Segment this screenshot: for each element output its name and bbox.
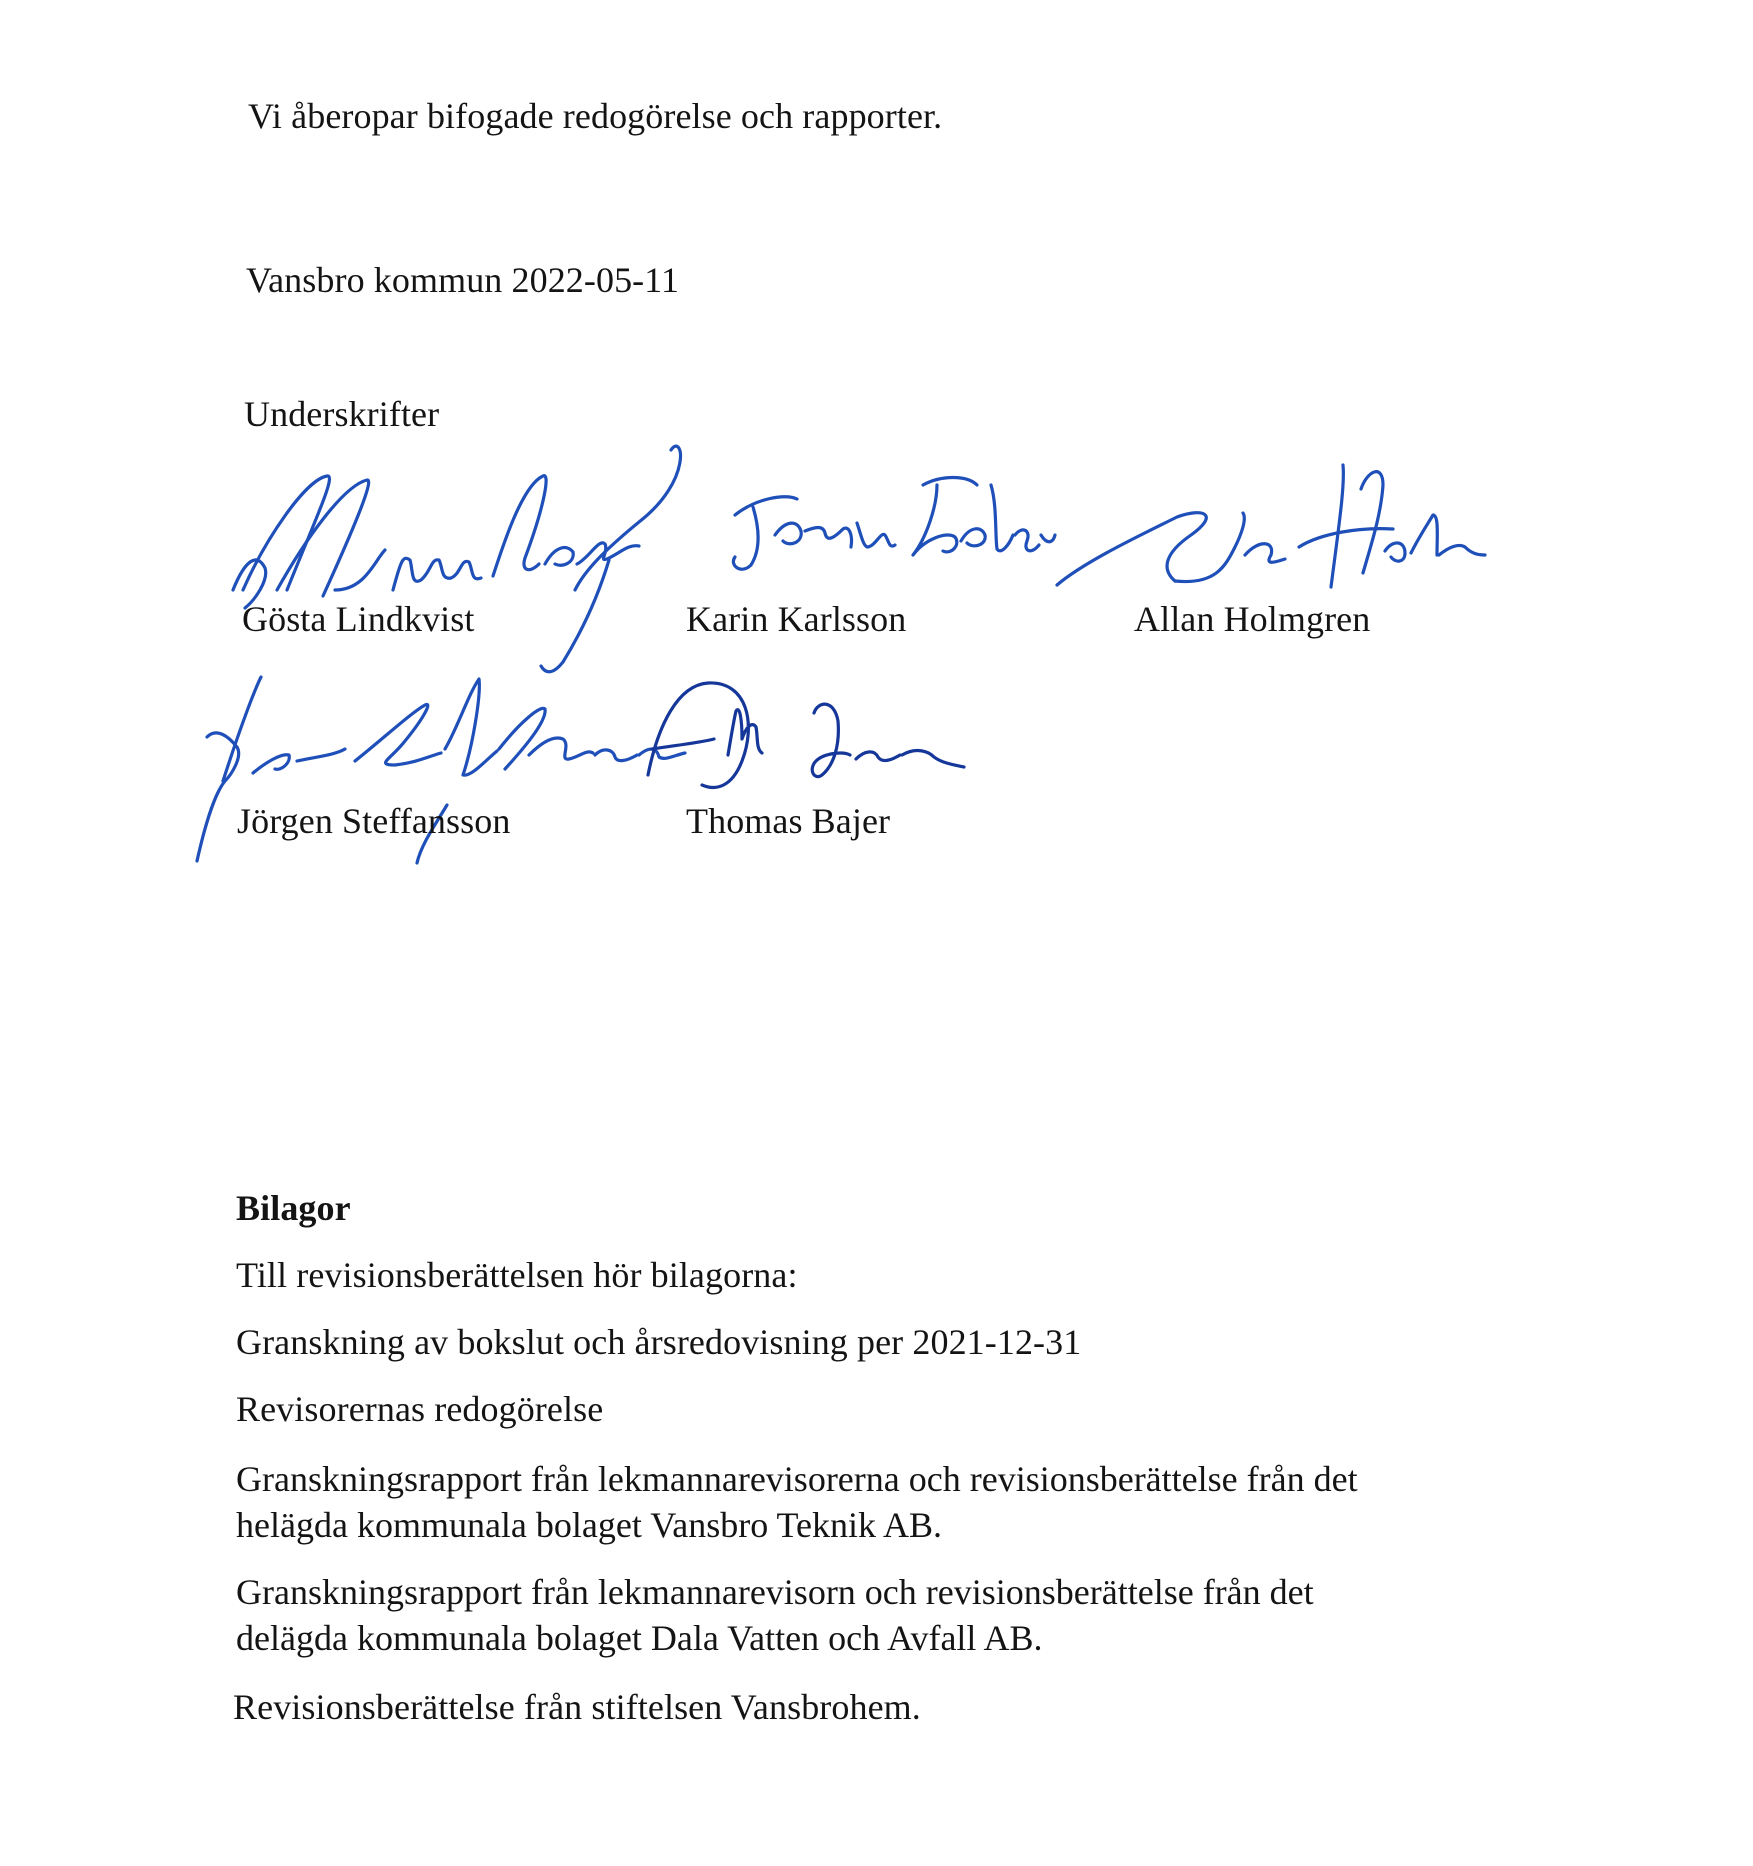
attachments-heading: Bilagor — [236, 1188, 351, 1228]
attachment-item — [236, 1569, 1314, 1661]
signatory-name: Thomas Bajer — [686, 801, 891, 841]
signatory-name: Gösta Lindkvist — [242, 599, 475, 639]
signature-thomas-bajer — [638, 665, 968, 815]
attachment-item-line: Granskningsrapport från lekmannarevisorerna och revisionsberättelse från det — [236, 1459, 1358, 1499]
attachment-item — [236, 1456, 1358, 1548]
signatory-name: Allan Holmgren — [1134, 599, 1371, 639]
place-date: Vansbro kommun 2022-05-11 — [246, 260, 680, 300]
attachment-item-line: Granskningsrapport från lekmannarevisorn och revisionsberättelse från det — [236, 1572, 1314, 1612]
attachment-item: Revisorernas redogörelse — [236, 1389, 604, 1429]
signatory-name: Jörgen Steffansson — [237, 801, 511, 841]
attachments-intro: Till revisionsberättelsen hör bilagorna: — [236, 1255, 798, 1295]
attachment-item: Granskning av bokslut och årsredovisning per 2021-12-31 — [236, 1322, 1082, 1362]
intro-text: Vi åberopar bifogade redogörelse och rapporter. — [248, 96, 943, 136]
signature-karin-karlsson — [705, 465, 1055, 575]
signature-gosta-lindkvist — [225, 440, 695, 680]
attachment-item: Revisionsberättelse från stiftelsen Vansbrohem. — [233, 1687, 921, 1727]
attachment-item-line: helägda kommunala bolaget Vansbro Teknik AB. — [236, 1505, 943, 1545]
attachment-item-line: delägda kommunala bolaget Dala Vatten och Avfall AB. — [236, 1618, 1043, 1658]
signature-allan-holmgren — [1045, 455, 1490, 600]
signatory-name: Karin Karlsson — [686, 599, 907, 639]
signatures-heading: Underskrifter — [244, 394, 440, 434]
